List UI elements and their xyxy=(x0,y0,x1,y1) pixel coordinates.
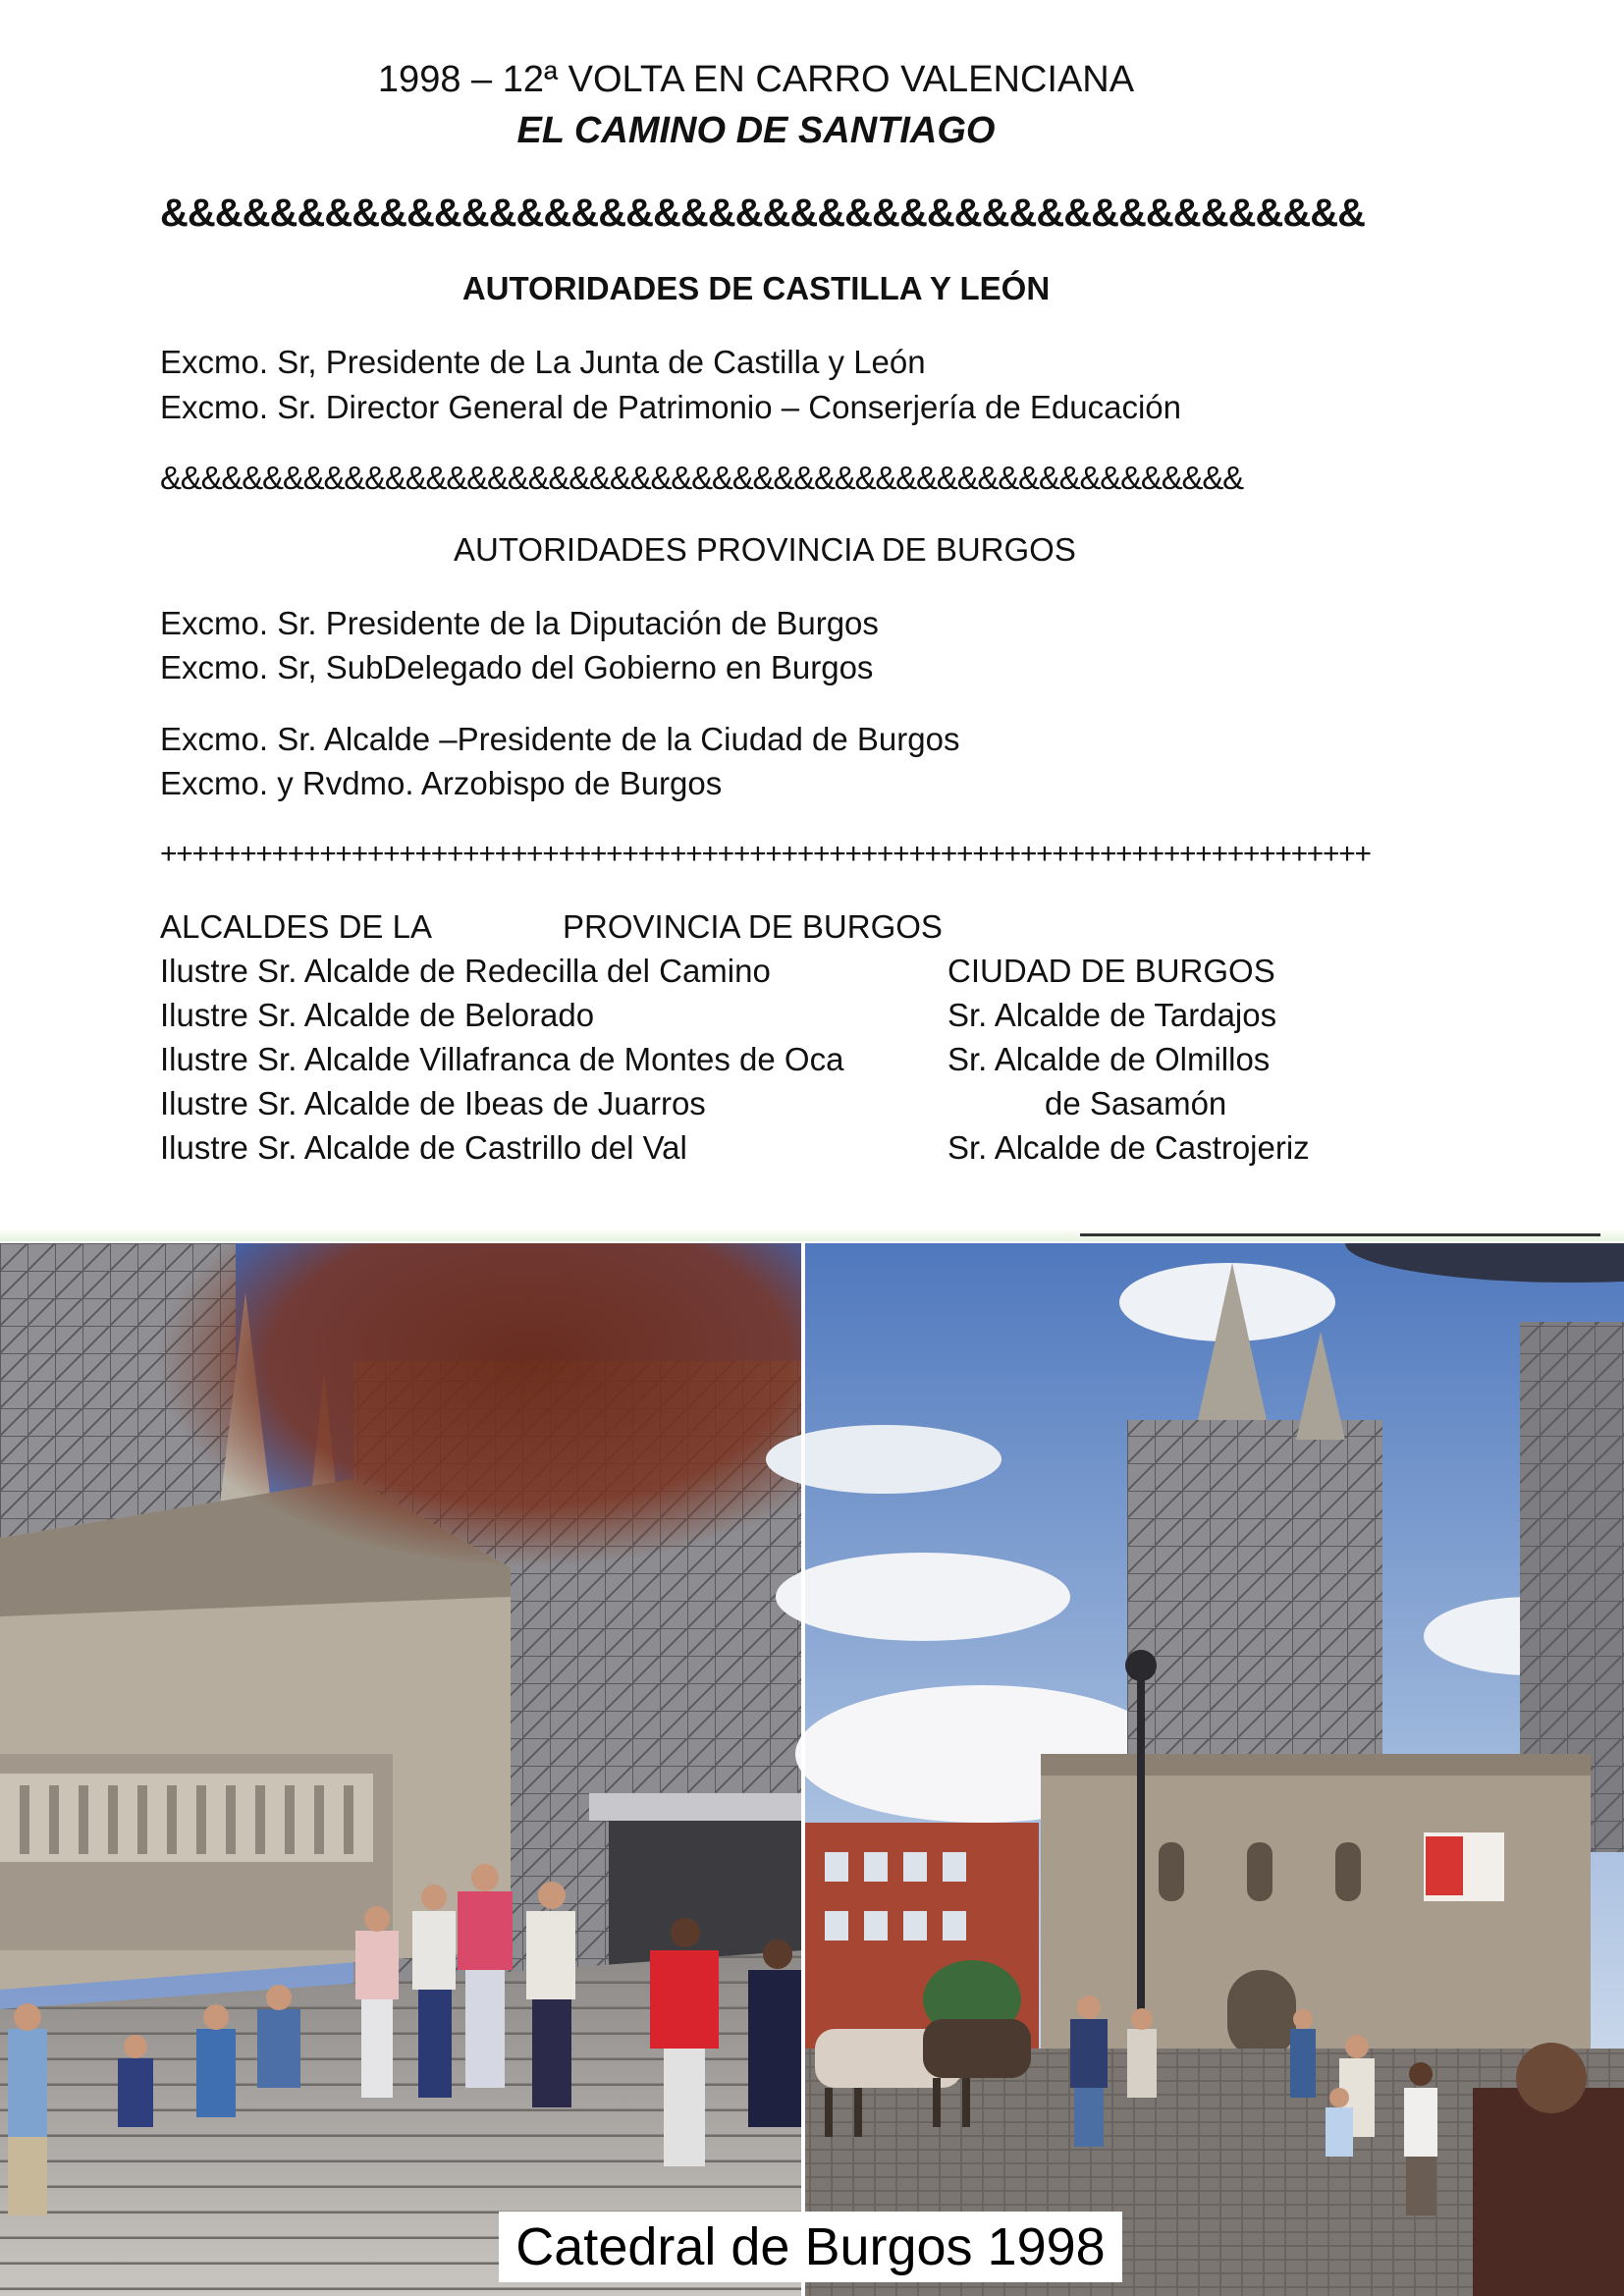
photo-collage xyxy=(0,1243,1624,2296)
burgos-line-3: Excmo. Sr. Alcalde –Presidente de la Ciudad de Burgos xyxy=(160,721,960,757)
ciudad-heading: CIUDAD DE BURGOS xyxy=(947,953,1275,989)
plus-separator: ++++++++++++++++++++++++++++++++++++++++++++++++++++++++++++++++++++++++++++ xyxy=(160,838,1371,870)
alcalde-left-4: Ilustre Sr. Alcalde de Ibeas de Juarros xyxy=(160,1085,706,1121)
castilla-line-1: Excmo. Sr, Presidente de La Junta de Castilla y León xyxy=(160,344,926,380)
alcaldes-heading-left: ALCALDES DE LA xyxy=(160,908,432,945)
burgos-line-4: Excmo. y Rvdmo. Arzobispo de Burgos xyxy=(160,765,723,801)
divider-rule xyxy=(1080,1233,1600,1236)
section-heading-burgos: AUTORIDADES PROVINCIA DE BURGOS xyxy=(454,531,1076,568)
alcaldes-heading-right: PROVINCIA DE BURGOS xyxy=(563,908,943,945)
photo-caption: Catedral de Burgos 1998 xyxy=(499,2212,1122,2282)
castilla-line-2: Excmo. Sr. Director General de Patrimonio – Conserjería de Educación xyxy=(160,389,1181,425)
burgos-line-2: Excmo. Sr, SubDelegado del Gobierno en Burgos xyxy=(160,649,874,685)
alcalde-right-1: Sr. Alcalde de Tardajos xyxy=(947,997,1277,1033)
document-subtitle: EL CAMINO DE SANTIAGO xyxy=(516,110,996,151)
document-title: 1998 – 12ª VOLTA EN CARRO VALENCIANA xyxy=(377,59,1135,100)
alcalde-left-5: Ilustre Sr. Alcalde de Castrillo del Val xyxy=(160,1129,687,1166)
alcalde-right-2: Sr. Alcalde de Olmillos xyxy=(947,1041,1271,1077)
section-heading-castilla: AUTORIDADES DE CASTILLA Y LEÓN xyxy=(461,270,1051,306)
ampersand-separator-2: &&&&&&&&&&&&&&&&&&&&&&&&&&&&&&&&&&&&&&&&&&&&&&&&&&&&& xyxy=(160,460,1243,496)
alcalde-right-3: Sr. Alcalde de Castrojeriz xyxy=(947,1129,1310,1166)
photo-left-stairs xyxy=(0,1243,903,2296)
alcalde-left-3: Ilustre Sr. Alcalde Villafranca de Montes de Oca xyxy=(160,1041,844,1077)
burgos-line-1: Excmo. Sr. Presidente de la Diputación de Burgos xyxy=(160,605,879,641)
alcalde-left-1: Ilustre Sr. Alcalde de Redecilla del Camino xyxy=(160,953,771,989)
ampersand-separator: &&&&&&&&&&&&&&&&&&&&&&&&&&&&&&&&&&&&&&&&&&&& xyxy=(160,191,1366,235)
alcalde-right-2-cont: de Sasamón xyxy=(1045,1085,1227,1121)
alcalde-left-2: Ilustre Sr. Alcalde de Belorado xyxy=(160,997,595,1033)
photo-right-cathedral xyxy=(766,1243,1624,2296)
